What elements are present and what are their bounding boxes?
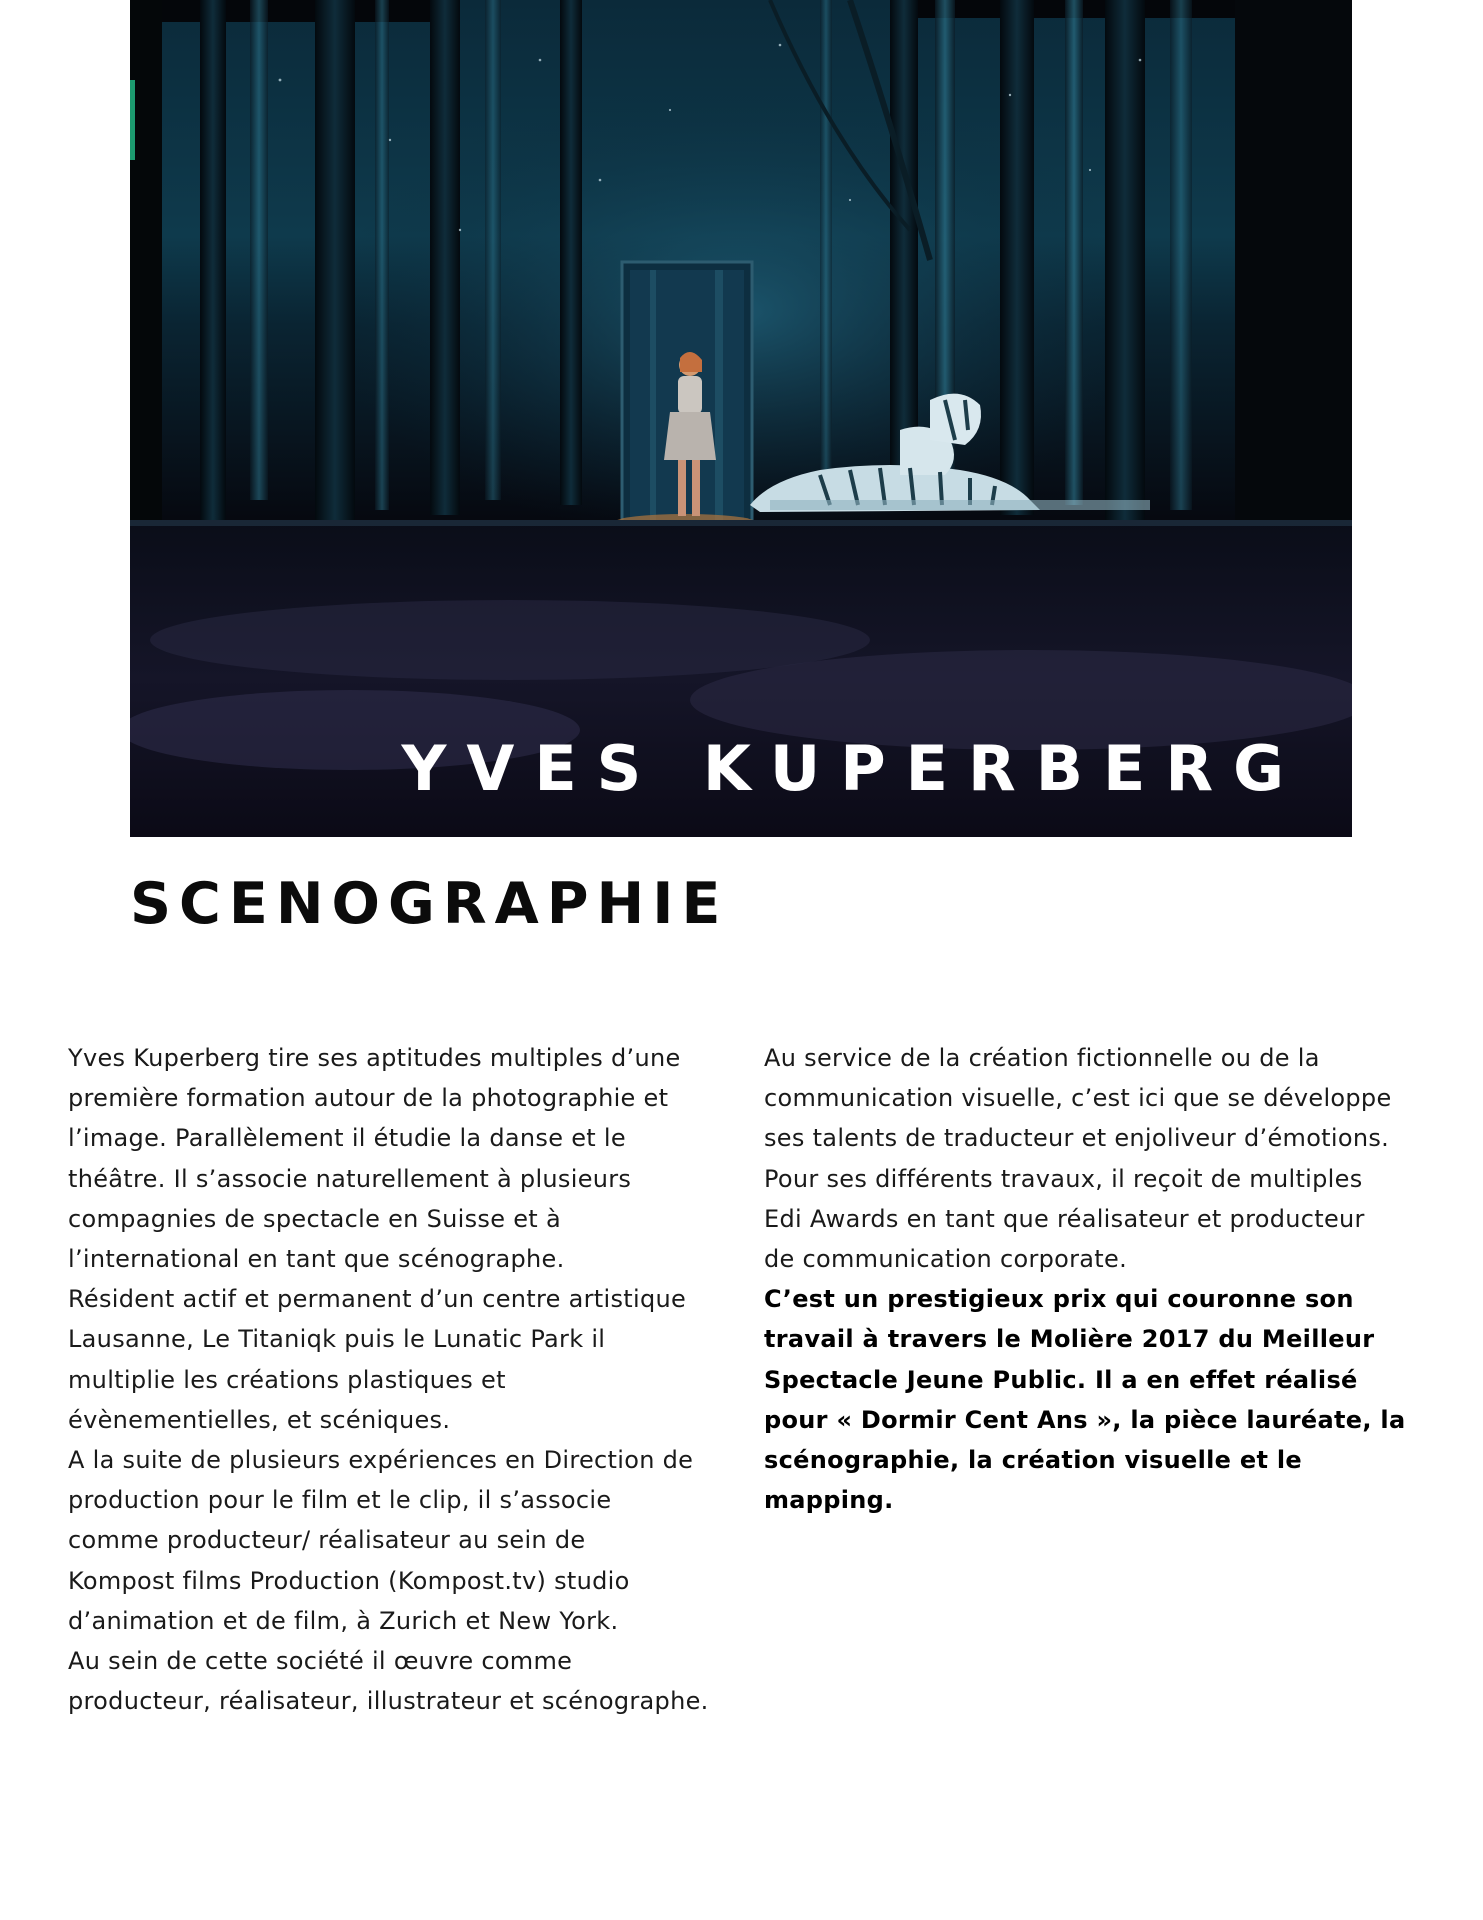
text-line: compagnies de spectacle en Suisse et à bbox=[68, 1204, 561, 1233]
right-column bbox=[764, 1038, 1464, 1520]
text-line: ses talents de traducteur et enjoliveur d’émotions. bbox=[764, 1124, 1390, 1153]
text-line: Kompost films Production (Kompost.tv) studio bbox=[68, 1566, 630, 1595]
text-line: l’international en tant que scénographe. bbox=[68, 1245, 565, 1274]
left-column bbox=[68, 1038, 758, 1721]
text-line: pour « Dormir Cent Ans », la pièce lauréate, la bbox=[764, 1405, 1406, 1434]
page-title: SCENOGRAPHIE bbox=[130, 871, 729, 937]
text-line: travail à travers le Molière 2017 du Meilleur bbox=[764, 1325, 1375, 1354]
text-line: de communication corporate. bbox=[764, 1245, 1128, 1274]
text-line: théâtre. Il s’associe naturellement à plusieurs bbox=[68, 1164, 632, 1193]
text-line: d’animation et de film, à Zurich et New York. bbox=[68, 1606, 619, 1635]
text-line: Au service de la création fictionnelle ou de la bbox=[764, 1044, 1320, 1072]
text-line: l’image. Parallèlement il étudie la danse et le bbox=[68, 1124, 626, 1153]
text-line: producteur, réalisateur, illustrateur et scénographe. bbox=[68, 1687, 709, 1716]
text-line: Lausanne, Le Titaniqk puis le Lunatic Park il bbox=[68, 1325, 606, 1354]
text-line: Yves Kuperberg tire ses aptitudes multiples d’une bbox=[68, 1044, 681, 1072]
text-line: comme producteur/ réalisateur au sein de bbox=[68, 1526, 586, 1555]
text-line: mapping. bbox=[764, 1486, 894, 1515]
text-line: Spectacle Jeune Public. Il a en effet réalisé bbox=[764, 1365, 1358, 1394]
text-line: évènementielles, et scéniques. bbox=[68, 1405, 451, 1434]
text-line: scénographie, la création visuelle et le bbox=[764, 1446, 1302, 1475]
text-line: multiplie les créations plastiques et bbox=[68, 1365, 506, 1394]
stage-photo bbox=[130, 0, 1352, 837]
text-line: Edi Awards en tant que réalisateur et producteur bbox=[764, 1204, 1365, 1233]
text-line: A la suite de plusieurs expériences en Direction de bbox=[68, 1446, 694, 1475]
hero-image bbox=[130, 0, 1352, 837]
text-line: Au sein de cette société il œuvre comme bbox=[68, 1647, 573, 1676]
text-line: Pour ses différents travaux, il reçoit de multiples bbox=[764, 1164, 1363, 1193]
text-line: production pour le film et le clip, il s’associe bbox=[68, 1486, 612, 1515]
text-line: C’est un prestigieux prix qui couronne son bbox=[764, 1285, 1354, 1314]
text-line: communication visuelle, c’est ici que se développe bbox=[764, 1084, 1392, 1113]
hero-name-overlay: YVES KUPERBERG bbox=[401, 732, 1304, 805]
text-line: première formation autour de la photographie et bbox=[68, 1084, 669, 1113]
text-line: Résident actif et permanent d’un centre artistique bbox=[68, 1285, 687, 1314]
